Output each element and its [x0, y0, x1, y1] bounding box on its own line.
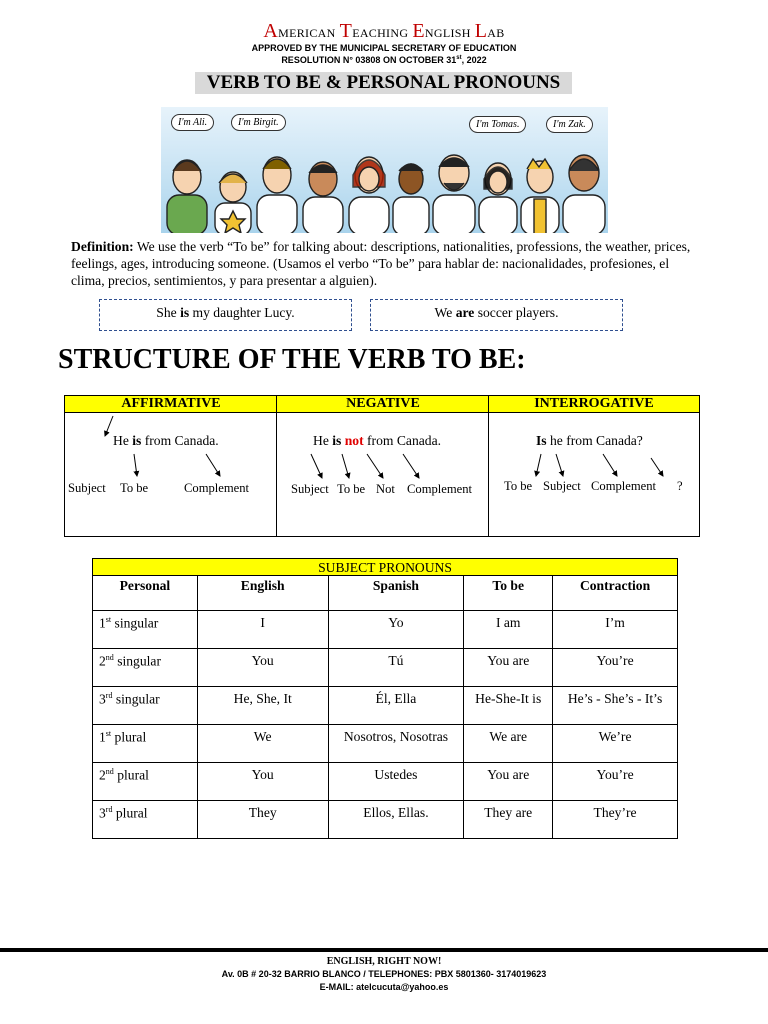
- personal-ordinal: rd: [105, 805, 113, 814]
- person-1: [167, 160, 207, 233]
- person-3: [257, 157, 297, 233]
- cell-english: They: [197, 801, 328, 839]
- structure-heading: STRUCTURE OF THE VERB TO BE:: [58, 344, 526, 375]
- person-4: [303, 162, 343, 233]
- col-interrogative-header: INTERROGATIVE: [489, 396, 699, 413]
- neg-arrow-2: [342, 454, 349, 478]
- structure-arrows: [65, 396, 701, 538]
- speech-bubble-zak: I'm Zak.: [546, 116, 593, 133]
- school-word-2: EACHING: [352, 26, 409, 40]
- school-word-3: NGLISH: [424, 26, 471, 40]
- int-arrow-1: [536, 454, 541, 476]
- personal-ordinal: nd: [105, 767, 114, 776]
- int-label-complement: Complement: [591, 479, 657, 493]
- neg-label-complement: Complement: [407, 482, 473, 496]
- resolution-text: RESOLUTION N° 03808 ON OCTOBER 31: [281, 55, 457, 65]
- table-row: [93, 687, 678, 725]
- school-word-4: AB: [487, 26, 505, 40]
- cell-spanish: Ellos, Ellas.: [328, 801, 464, 839]
- resolution-line: [0, 55, 768, 65]
- int-post: he from Canada?: [546, 433, 643, 448]
- cell-tobe: He-She-It is: [464, 687, 553, 725]
- personal-kind: plural: [112, 805, 148, 821]
- footer-email: E-MAIL: atelcucuta@yahoo.es: [319, 982, 449, 992]
- people-drawing: [161, 107, 608, 233]
- example-1-post: my daughter Lucy.: [189, 305, 295, 320]
- definition-label: Definition:: [71, 239, 134, 254]
- initial-l: L: [474, 20, 488, 42]
- int-label-tobe: To be: [504, 479, 533, 493]
- cell-contraction: I’m: [553, 611, 678, 649]
- personal-kind: plural: [111, 729, 147, 745]
- footer-address: Av. 0B # 20-32 BARRIO BLANCO / TELEPHONES: PBX 5801360- 3174019623: [221, 969, 547, 979]
- cell-contraction: He’s - She’s - It’s: [553, 687, 678, 725]
- aff-pre: He: [113, 433, 133, 448]
- aff-verb: is: [132, 433, 142, 448]
- aff-label-tobe: To be: [120, 481, 149, 495]
- header-tobe: To be: [464, 576, 553, 611]
- cell-tobe: We are: [464, 725, 553, 763]
- example-1-verb: is: [180, 305, 190, 320]
- aff-label-subject: Subject: [68, 481, 106, 495]
- neg-not: not: [344, 433, 364, 448]
- personal-kind: singular: [113, 653, 161, 669]
- personal-ordinal: nd: [105, 653, 114, 662]
- cell-contraction: You’re: [553, 763, 678, 801]
- neg-label-tobe: To be: [337, 482, 366, 496]
- table-caption: SUBJECT PRONOUNS: [93, 559, 678, 576]
- int-arrow-4: [651, 458, 663, 476]
- cell-contraction: They’re: [553, 801, 678, 839]
- cell-tobe: They are: [464, 801, 553, 839]
- example-2-verb: are: [455, 305, 475, 320]
- cell-spanish: Ustedes: [328, 763, 464, 801]
- cell-personal: [93, 649, 198, 687]
- resolution-ordinal: st: [456, 55, 462, 61]
- cell-english: You: [197, 649, 328, 687]
- example-2-post: soccer players.: [474, 305, 559, 320]
- approval-line: APPROVED BY THE MUNICIPAL SECRETARY OF EDUCATION: [251, 43, 517, 53]
- int-arrow-2: [556, 454, 563, 476]
- header-contraction: Contraction: [553, 576, 678, 611]
- col-affirmative-header: AFFIRMATIVE: [65, 396, 277, 413]
- school-name: [0, 20, 768, 43]
- definition-paragraph: [71, 238, 701, 289]
- example-box-2: [370, 299, 623, 331]
- person-2: [215, 172, 251, 233]
- personal-num: 1: [99, 729, 106, 745]
- cell-personal: [93, 801, 198, 839]
- personal-num: 3: [99, 805, 106, 821]
- footer-divider: [0, 948, 768, 952]
- speech-bubble-ali: I'm Ali.: [171, 114, 214, 131]
- personal-num: 1: [99, 615, 106, 631]
- personal-kind: singular: [111, 615, 159, 631]
- subject-pronouns-table: [92, 558, 678, 839]
- int-verb: Is: [536, 433, 547, 448]
- cell-tobe: You are: [464, 763, 553, 801]
- int-label-question: ?: [677, 479, 683, 493]
- neg-verb: is: [332, 433, 342, 448]
- aff-label-complement: Complement: [184, 481, 250, 495]
- cell-contraction: You’re: [553, 649, 678, 687]
- personal-num: 3: [99, 691, 106, 707]
- cell-spanish: Él, Ella: [328, 687, 464, 725]
- cell-tobe: I am: [464, 611, 553, 649]
- table-caption-row: [93, 559, 678, 576]
- neg-post: from Canada.: [363, 433, 442, 448]
- cell-contraction: We’re: [553, 725, 678, 763]
- cell-spanish: Tú: [328, 649, 464, 687]
- aff-post: from Canada.: [141, 433, 219, 448]
- example-2-pre: We: [434, 305, 456, 320]
- col-negative-header: NEGATIVE: [277, 396, 489, 413]
- neg-label-not: Not: [376, 482, 395, 496]
- person-9: [521, 159, 559, 233]
- school-word-1: MERICAN: [278, 26, 336, 40]
- example-box-1: [99, 299, 352, 331]
- cell-english: He, She, It: [197, 687, 328, 725]
- initial-a: A: [263, 20, 279, 42]
- example-1-pre: She: [156, 305, 181, 320]
- initial-e: E: [412, 20, 425, 42]
- people-group: [167, 155, 605, 233]
- neg-pre: He: [313, 433, 333, 448]
- students-illustration: [161, 107, 608, 233]
- cell-personal: [93, 763, 198, 801]
- table-row: [93, 611, 678, 649]
- header-personal: Personal: [93, 576, 198, 611]
- table-header-row: [93, 576, 678, 611]
- personal-num: 2: [99, 767, 106, 783]
- header-english: English: [197, 576, 328, 611]
- personal-ordinal: rd: [105, 691, 113, 700]
- aff-arrow-2: [134, 454, 137, 476]
- cell-english: I: [197, 611, 328, 649]
- table-row: [93, 725, 678, 763]
- cell-english: We: [197, 725, 328, 763]
- neg-arrow-1: [311, 454, 322, 478]
- structure-table: [64, 395, 700, 537]
- resolution-year: , 2022: [461, 55, 487, 65]
- personal-kind: singular: [112, 691, 160, 707]
- personal-ordinal: st: [105, 615, 112, 624]
- cell-tobe: You are: [464, 649, 553, 687]
- neg-label-subject: Subject: [291, 482, 329, 496]
- document-title: VERB TO BE & PERSONAL PRONOUNS: [195, 72, 572, 94]
- int-label-subject: Subject: [543, 479, 581, 493]
- cell-spanish: Yo: [328, 611, 464, 649]
- cell-personal: [93, 687, 198, 725]
- header-spanish: Spanish: [328, 576, 464, 611]
- personal-num: 2: [99, 653, 106, 669]
- speech-bubble-birgit: I'm Birgit.: [231, 114, 286, 131]
- cell-spanish: Nosotros, Nosotras: [328, 725, 464, 763]
- person-8: [479, 163, 517, 233]
- table-row: [93, 801, 678, 839]
- neg-arrow-3: [367, 454, 383, 478]
- person-5: [349, 157, 389, 233]
- table-row: [93, 649, 678, 687]
- cell-english: You: [197, 763, 328, 801]
- personal-ordinal: st: [105, 729, 112, 738]
- footer-slogan: ENGLISH, RIGHT NOW!: [326, 956, 442, 967]
- initial-t: T: [339, 20, 353, 42]
- person-10: [563, 155, 605, 233]
- person-6: [393, 164, 429, 233]
- aff-arrow-1: [105, 416, 113, 436]
- definition-text: We use the verb “To be” for talking about: descriptions, nationalities, professions, the weather, prices, feelings, ages, introducing someone. (Usamos el verbo “To be” para hablar de: nacionalidades, profesiones, el clima, precios, sentimientos, y para presentar a alguien).: [71, 239, 691, 288]
- cell-personal: [93, 725, 198, 763]
- cell-personal: [93, 611, 198, 649]
- aff-arrow-3: [206, 454, 220, 476]
- table-row: [93, 763, 678, 801]
- speech-bubble-tomas: I'm Tomas.: [469, 116, 526, 133]
- person-7: [433, 155, 475, 233]
- int-arrow-3: [603, 454, 617, 476]
- neg-arrow-4: [403, 454, 419, 478]
- personal-kind: plural: [113, 767, 149, 783]
